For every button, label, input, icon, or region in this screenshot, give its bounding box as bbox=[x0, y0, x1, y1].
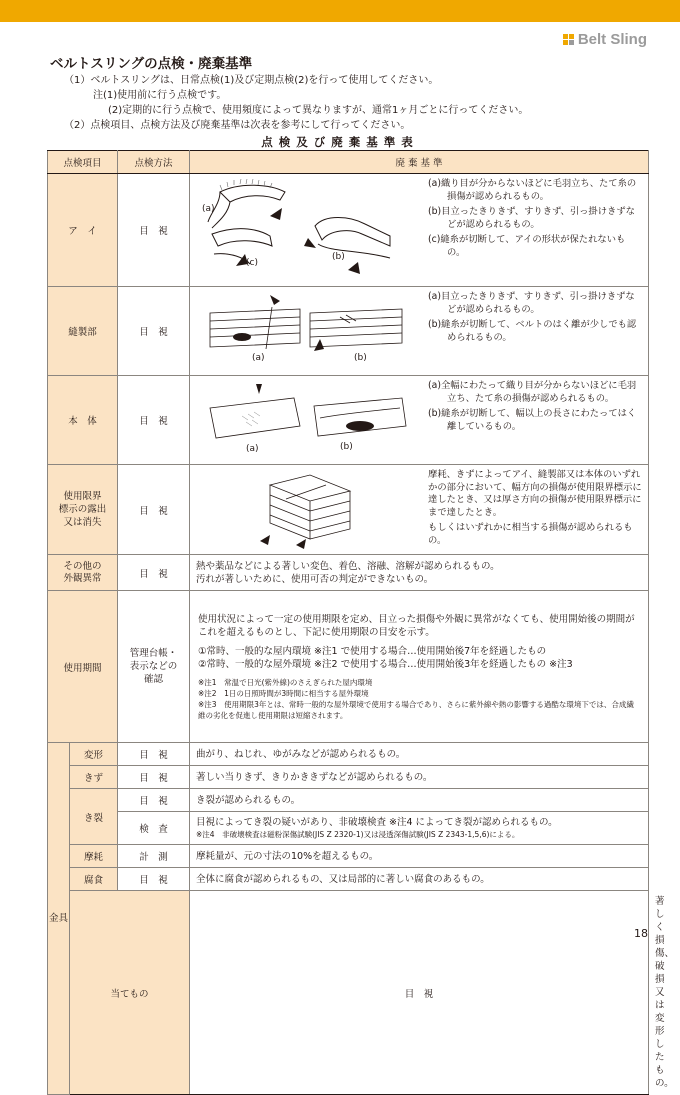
page-title: ベルトスリングの点検・廃棄基準 bbox=[50, 56, 253, 72]
table-title: 点検及び廃棄基準表 bbox=[261, 135, 419, 149]
other-label-1: その他の bbox=[63, 560, 102, 572]
eye-criteria-a: (a)織り目が分からないほどに毛羽立ち、たて糸の損傷が認められるもの。 bbox=[428, 178, 637, 202]
limit-label-2: 標示の露出 bbox=[58, 504, 107, 515]
seam-criteria-b: (b)縫糸が切断して、ベルトのはく離が少しでも認められるもの。 bbox=[428, 319, 637, 343]
eye-fig-a: (a) bbox=[202, 204, 215, 214]
period-note-2: ※注2 1日の日照時間が3時間に相当する屋外環境 bbox=[198, 688, 369, 698]
table-row-other bbox=[48, 555, 649, 591]
body-criteria-a: (a)全幅にわたって織り目が分からないほどに毛羽立ち、たて糸の損傷が認められるもの。 bbox=[428, 380, 637, 404]
brand-text: Belt Sling bbox=[577, 31, 647, 48]
row-method-eye: 目 視 bbox=[118, 174, 190, 287]
eye-fig-b: (b) bbox=[332, 252, 345, 262]
inspection-table bbox=[47, 150, 675, 1095]
metal-wear-text: 摩耗量が、元の寸法の10%を超えるもの。 bbox=[190, 845, 649, 868]
period-text-1: 使用状況によって一定の使用期限を定め、目立った損傷や外観に異常がなくても、使用開始後の期間がこれを超えるものとし、下記に使用期限の目安を示す。 bbox=[198, 613, 635, 638]
table-row-metal-corrosion bbox=[48, 868, 649, 891]
body-criteria-b: (b)縫糸が切断して、幅以上の長さにわたってはく離しているもの。 bbox=[428, 408, 637, 432]
other-criteria-1: 熱や薬品などによる著しい変色、着色、溶融、溶解が認められるもの。 bbox=[196, 560, 500, 572]
intro-line-1: （1）ベルトスリングは、日常点検(1)及び定期点検(2)を行って使用してください。 bbox=[64, 75, 439, 86]
table-row-period bbox=[48, 591, 649, 743]
period-note-1: ※注1 常温で日光(紫外線)のさえぎられた屋内環境 bbox=[198, 677, 373, 687]
metal-scratch-label: きず bbox=[70, 766, 118, 789]
period-method-1: 管理台帳・ bbox=[129, 648, 178, 659]
header-criteria: 廃 棄 基 準 bbox=[190, 151, 649, 174]
row-label-body: 本 体 bbox=[48, 376, 118, 465]
row-method-seam: 目 視 bbox=[118, 287, 190, 376]
table-row-metal-crack-test bbox=[48, 812, 649, 845]
row-method-body: 目 視 bbox=[118, 376, 190, 465]
metal-corrosion-method: 目 視 bbox=[118, 868, 190, 891]
metal-deform-text: 曲がり、ねじれ、ゆがみなどが認められるもの。 bbox=[190, 743, 649, 766]
top-accent-bar bbox=[0, 0, 680, 22]
intro-note-2: (2)定期的に行う点検で、使用頻度によって異なりますが、通常1ヶ月ごとに行ってください。 bbox=[108, 105, 529, 116]
row-label-period: 使用期間 bbox=[48, 591, 118, 743]
row-label-eye: ア イ bbox=[48, 174, 118, 287]
table-row-pad: 当てもの 目 視 著しく損傷、破損又は変形したもの。 bbox=[48, 891, 649, 1095]
limit-illustration bbox=[190, 465, 422, 553]
eye-fig-c: (c) bbox=[246, 258, 258, 268]
other-label-2: 外観異常 bbox=[63, 572, 102, 584]
body-fig-b: (b) bbox=[340, 442, 353, 452]
table-row-seam bbox=[48, 287, 649, 376]
metal-wear-label: 摩耗 bbox=[70, 845, 118, 868]
limit-label-3: 又は消失 bbox=[63, 517, 102, 528]
brand-squares-icon bbox=[563, 34, 574, 45]
metal-scratch-method: 目 視 bbox=[118, 766, 190, 789]
seam-fig-a: (a) bbox=[252, 353, 265, 363]
other-criteria-2: 汚れが著しいために、使用可否の判定ができないもの。 bbox=[196, 573, 434, 585]
body-fig-a: (a) bbox=[246, 444, 259, 454]
table-row-metal-scratch bbox=[48, 766, 649, 789]
pad-label: 当てもの bbox=[70, 891, 190, 1095]
period-method-3: 確認 bbox=[144, 674, 164, 685]
limit-criteria-2: もしくはいずれかに相当する損傷が認められるもの。 bbox=[428, 522, 633, 546]
table-row-eye bbox=[48, 174, 649, 287]
row-label-limit bbox=[48, 465, 118, 555]
metal-crack-text-2: 目視によってき裂の疑いがあり、非破壊検査 ※注4 によってき裂が認められるもの。 bbox=[196, 817, 558, 828]
table-row-limit bbox=[48, 465, 649, 555]
intro-line-2: （2）点検項目、点検方法及び廃棄基準は次表を参考にして行ってください。 bbox=[64, 120, 411, 131]
seam-fig-b: (b) bbox=[354, 353, 367, 363]
pad-method: 目 視 bbox=[190, 891, 649, 1095]
row-label-seam: 縫製部 bbox=[48, 287, 118, 376]
metal-crack-text-1: き裂が認められるもの。 bbox=[190, 789, 649, 812]
metal-scratch-text: 著しい当りきず、きりかききずなどが認められるもの。 bbox=[190, 766, 649, 789]
metal-deform-label: 変形 bbox=[70, 743, 118, 766]
header-item: 点検項目 bbox=[48, 151, 118, 174]
period-note-3: ※注3 使用期限3年とは、常時一般的な屋外環境で使用する場合であり、さらに紫外線や熱の影響する過酷な環境下では、合成繊維の劣化を促進し使用期限は短縮されます。 bbox=[198, 699, 634, 720]
page-number: 18 bbox=[634, 927, 648, 940]
body-illustration bbox=[190, 376, 422, 464]
eye-criteria-c: (c)縫糸が切断して、アイの形状が保たれないもの。 bbox=[428, 234, 626, 258]
intro-note-1: 注(1)使用前に行う点検です。 bbox=[93, 90, 227, 101]
limit-criteria-1: 摩耗、きずによってアイ、縫製部又は本体のいずれかの部分において、幅方向の損傷が使用限界標示に達したとき、又は厚さ方向の損傷が使用限界標示にまで達したとき。 bbox=[428, 469, 642, 518]
period-text-3: ②常時、一般的な屋外環境 ※注2 で使用する場合…使用開始後3年を経過したもの ※注3 bbox=[198, 658, 573, 670]
metal-crack-note: ※注4 非破壊検査は磁粉深傷試験(JIS Z 2320-1)又は浸透深傷試験(JIS Z 2343-1,5,6)による。 bbox=[196, 830, 520, 839]
limit-label-1: 使用限界 bbox=[63, 491, 102, 502]
metal-crack-label: き裂 bbox=[70, 789, 118, 845]
eye-criteria-b: (b)目立ったきりきず、すりきず、引っ掛けきずなどが認められるもの。 bbox=[428, 206, 635, 230]
metal-crack-method-1: 目 視 bbox=[118, 789, 190, 812]
metal-corrosion-label: 腐食 bbox=[70, 868, 118, 891]
table-row-metal-crack-visual bbox=[48, 789, 649, 812]
metal-group-label: 金具 bbox=[48, 743, 70, 1095]
table-row-metal-deform bbox=[48, 743, 649, 766]
brand-logo bbox=[563, 31, 647, 48]
table-row-metal-wear bbox=[48, 845, 649, 868]
metal-wear-method: 計 測 bbox=[118, 845, 190, 868]
table-header-row bbox=[48, 151, 649, 174]
header-method: 点検方法 bbox=[118, 151, 190, 174]
row-label-other bbox=[48, 555, 118, 591]
seam-criteria-a: (a)目立ったきりきず、すりきず、引っ掛けきずなどが認められるもの。 bbox=[428, 291, 635, 315]
row-method-other: 目 視 bbox=[118, 555, 190, 591]
period-method-2: 表示などの bbox=[129, 661, 178, 672]
row-method-limit: 目 視 bbox=[118, 465, 190, 555]
seam-illustration bbox=[190, 287, 422, 375]
eye-illustration bbox=[190, 174, 422, 286]
period-text-2: ①常時、一般的な屋内環境 ※注1 で使用する場合…使用開始後7年を経過したもの bbox=[198, 645, 547, 657]
row-method-period bbox=[118, 591, 190, 743]
metal-corrosion-text: 全体に腐食が認められるもの、又は局部的に著しい腐食のあるもの。 bbox=[190, 868, 649, 891]
metal-deform-method: 目 視 bbox=[118, 743, 190, 766]
metal-crack-method-2: 検 査 bbox=[118, 812, 190, 845]
table-row-body bbox=[48, 376, 649, 465]
